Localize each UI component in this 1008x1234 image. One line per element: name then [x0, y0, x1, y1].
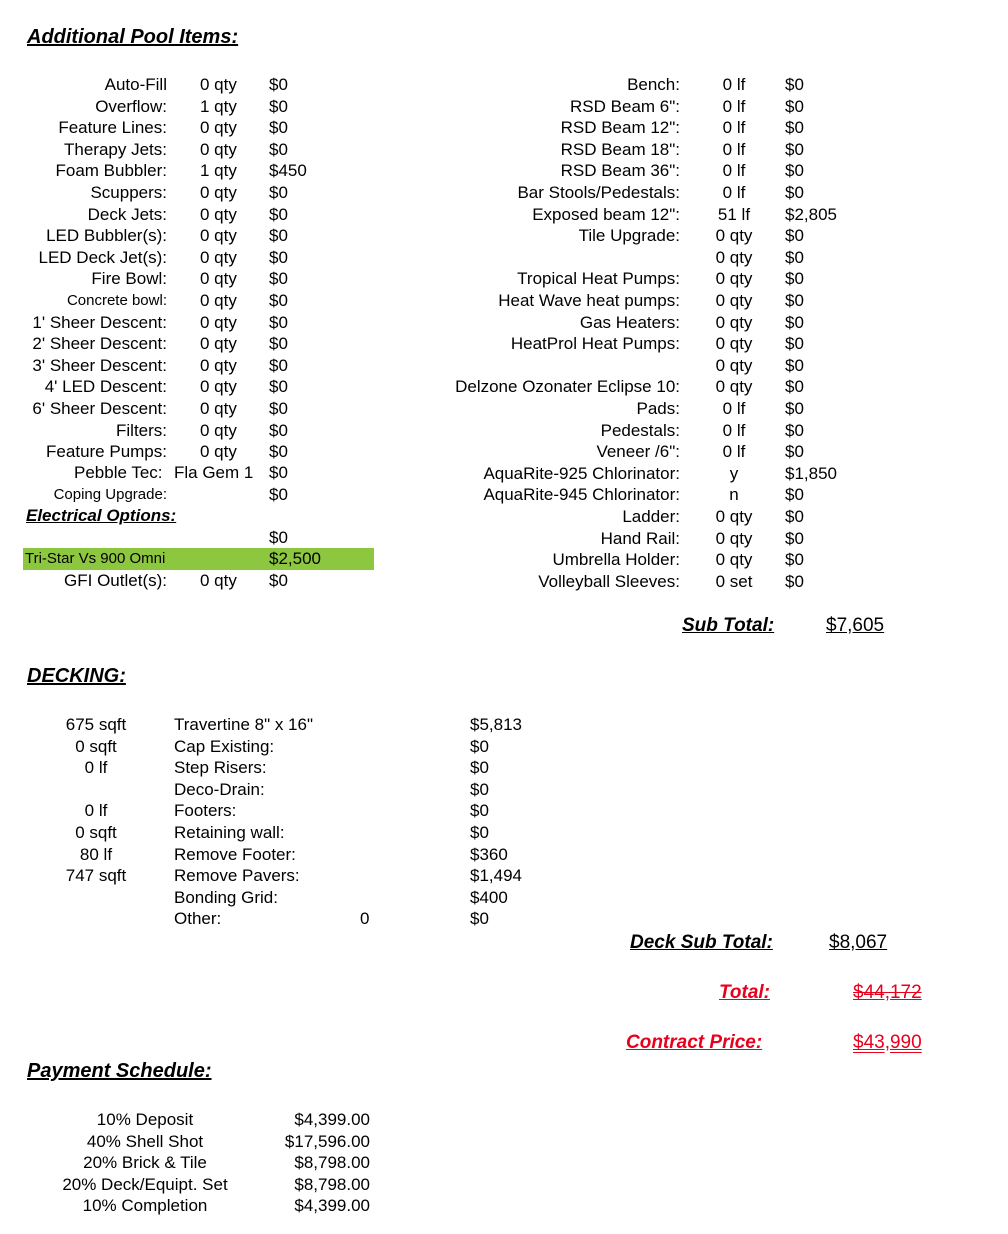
gfi-outlet-qty: 0 qty [200, 571, 237, 590]
left-item-row [0, 290, 380, 311]
left-item-label: Therapy Jets: [64, 139, 167, 159]
left-item-price: $0 [269, 96, 288, 116]
left-item-label: Auto-Fill [104, 75, 167, 94]
pebble-tec-label: Pebble Tec: [74, 463, 163, 482]
right-item-qty: 51 lf [717, 204, 751, 224]
left-item-qty: 0 qty [200, 204, 237, 224]
payment-row [0, 1131, 420, 1152]
left-item-price: $0 [269, 247, 288, 267]
left-item-row [0, 398, 380, 419]
right-item-label: Heat Wave heat pumps: [498, 291, 680, 310]
left-item-price: $0 [269, 226, 288, 246]
left-item-price: $0 [269, 204, 288, 224]
left-item-label: Feature Lines: [58, 118, 167, 138]
payment-label: 40% Shell Shot [86, 1131, 204, 1151]
electrical-blank-price: $0 [269, 528, 288, 547]
left-item-price: $0 [269, 118, 288, 138]
payment-amount: $8,798.00 [294, 1174, 370, 1194]
decking-row [0, 887, 560, 908]
left-item-label: LED Bubbler(s): [46, 226, 167, 246]
right-item-price: $0 [785, 139, 804, 159]
tristar-label: Tri-Star Vs 900 Omni [25, 550, 166, 567]
right-item-label: RSD Beam 12": [560, 118, 680, 138]
right-item-label: AquaRite-945 Chlorinator: [483, 485, 680, 505]
section-title-decking: DECKING: [27, 665, 126, 687]
right-item-qty: 0 lf [722, 442, 746, 462]
decking-row [0, 800, 560, 821]
right-item-price: $0 [785, 507, 804, 526]
decking-qty: 0 sqft [75, 736, 117, 756]
deck-subtotal-value: $8,067 [829, 932, 888, 953]
right-item-price: $0 [785, 399, 804, 418]
right-item-row [400, 398, 900, 419]
pebble-tec-row [0, 462, 380, 483]
decking-label: Remove Footer: [174, 844, 296, 864]
right-item-label: RSD Beam 36": [560, 161, 680, 181]
right-item-price: $1,850 [785, 463, 837, 483]
decking-price: $400 [470, 887, 508, 907]
right-item-label: Tile Upgrade: [578, 226, 680, 246]
right-item-qty: y [729, 463, 739, 483]
right-item-label: RSD Beam 6": [570, 96, 680, 116]
total-value: $44,172 [853, 982, 922, 1003]
payment-amount: $17,596.00 [284, 1131, 370, 1151]
right-item-qty: n [729, 485, 739, 505]
contract-price-value: $43,990 [853, 1032, 922, 1053]
decking-row [0, 714, 560, 735]
decking-qty: 0 lf [84, 801, 108, 821]
gfi-outlet-price: $0 [269, 571, 288, 590]
decking-qty: 0 sqft [75, 823, 117, 842]
left-item-label: Fire Bowl: [91, 269, 167, 289]
left-item-qty: 0 qty [200, 312, 237, 332]
total-label: Total: [719, 982, 771, 1003]
right-item-qty: 0 qty [715, 528, 753, 548]
decking-qty: 80 lf [79, 844, 113, 864]
payment-label: 10% Completion [82, 1196, 208, 1216]
pebble-tec-value: Fla Gem 1 [174, 463, 254, 482]
left-item-price: $0 [269, 399, 288, 418]
left-item-row [0, 182, 380, 203]
right-item-row [400, 204, 900, 225]
left-item-row [0, 268, 380, 289]
left-item-qty: 0 qty [200, 420, 237, 440]
right-item-price: $0 [785, 291, 804, 310]
right-item-price: $0 [785, 96, 804, 116]
payment-row [0, 1152, 420, 1173]
right-item-row [400, 463, 900, 484]
left-item-qty: 0 qty [200, 269, 237, 289]
gfi-outlet-row [0, 570, 380, 591]
left-item-label: Concrete bowl: [66, 292, 167, 309]
right-item-price: $0 [785, 161, 804, 181]
left-item-label: 4' LED Descent: [44, 377, 167, 397]
right-item-qty: 0 qty [715, 291, 753, 310]
left-item-row [0, 204, 380, 225]
left-item-price: $0 [269, 312, 288, 332]
right-item-row [400, 225, 900, 246]
left-item-row [0, 247, 380, 268]
decking-row [0, 844, 560, 865]
left-item-price: $0 [269, 139, 288, 159]
right-item-price: $0 [785, 550, 804, 570]
left-item-label: 3' Sheer Descent: [32, 355, 167, 375]
right-item-label: Veneer /6": [596, 442, 680, 462]
right-item-qty: 0 lf [722, 118, 746, 138]
tristar-price: $2,500 [269, 549, 321, 568]
decking-price: $0 [470, 801, 489, 821]
right-item-row [400, 528, 900, 549]
right-item-label: Umbrella Holder: [552, 550, 680, 570]
right-item-price: $0 [785, 355, 804, 375]
right-item-price: $0 [785, 528, 804, 548]
decking-label: Other: [174, 909, 222, 929]
left-item-row [0, 117, 380, 138]
left-item-price: $0 [269, 334, 288, 354]
right-item-price: $2,805 [785, 204, 837, 224]
decking-price: $0 [470, 736, 489, 756]
decking-price: $1,494 [470, 866, 522, 886]
left-item-qty: 0 qty [200, 334, 237, 354]
deck-subtotal-label: Deck Sub Total: [630, 932, 773, 953]
payment-row [0, 1195, 420, 1216]
left-item-label: Feature Pumps: [46, 442, 167, 462]
left-item-price: $0 [269, 269, 288, 289]
payment-label: 20% Deck/Equipt. Set [62, 1174, 228, 1194]
right-item-row [400, 290, 900, 311]
left-item-row [0, 225, 380, 246]
right-item-row [400, 420, 900, 441]
right-item-price: $0 [785, 485, 804, 505]
coping-upgrade-price: $0 [269, 485, 288, 504]
left-item-label: Overflow: [95, 96, 167, 116]
right-item-qty: 0 qty [715, 334, 753, 354]
left-item-qty: 0 qty [200, 118, 237, 138]
decking-price: $0 [470, 823, 489, 842]
left-item-qty: 0 qty [200, 226, 237, 246]
right-item-label: Bar Stools/Pedestals: [517, 183, 680, 202]
right-item-qty: 0 lf [722, 161, 746, 181]
decking-price: $0 [470, 909, 489, 929]
right-item-label: RSD Beam 18": [560, 139, 680, 159]
right-item-label: Pedestals: [600, 420, 680, 440]
right-item-qty: 0 qty [715, 355, 753, 375]
right-item-row [400, 74, 900, 95]
right-item-row [400, 268, 900, 289]
left-item-row [0, 420, 380, 441]
right-item-qty: 0 qty [715, 269, 753, 289]
section-title-pool-items: Additional Pool Items: [27, 26, 239, 48]
right-item-price: $0 [785, 247, 804, 267]
decking-label: Deco-Drain: [174, 779, 265, 799]
left-item-row [0, 96, 380, 117]
decking-row [0, 908, 560, 929]
right-item-row [400, 96, 900, 117]
left-item-row [0, 312, 380, 333]
left-item-price: $0 [269, 183, 288, 202]
right-item-label: Ladder: [622, 507, 680, 526]
payment-row [0, 1109, 420, 1130]
right-item-label: Volleyball Sleeves: [538, 571, 680, 591]
right-item-price: $0 [785, 269, 804, 289]
left-item-row [0, 139, 380, 160]
left-item-row [0, 74, 380, 95]
left-item-price: $0 [269, 442, 288, 462]
right-item-qty: 0 qty [715, 312, 753, 332]
decking-qty: 747 sqft [65, 866, 127, 886]
right-item-price: $0 [785, 571, 804, 591]
payment-label: 10% Deposit [96, 1110, 194, 1129]
right-item-price: $0 [785, 312, 804, 332]
left-item-label: LED Deck Jet(s): [38, 247, 167, 267]
decking-label: Remove Pavers: [174, 866, 300, 886]
decking-extra: 0 [360, 909, 370, 929]
right-item-qty: 0 lf [722, 399, 746, 418]
left-item-label: 2' Sheer Descent: [32, 334, 167, 354]
coping-upgrade-label: Coping Upgrade: [53, 486, 167, 503]
right-item-label: HeatProl Heat Pumps: [510, 334, 680, 354]
right-item-row [400, 333, 900, 354]
section-title-payment: Payment Schedule: [27, 1060, 212, 1082]
left-item-qty: 0 qty [200, 377, 237, 397]
right-item-label: Exposed beam 12": [532, 204, 680, 224]
decking-label: Retaining wall: [174, 823, 285, 842]
left-item-label: Deck Jets: [87, 204, 167, 224]
left-item-price: $0 [269, 377, 288, 397]
right-item-row [400, 506, 900, 527]
left-item-qty: 0 qty [200, 139, 237, 159]
right-item-qty: 0 lf [722, 183, 746, 202]
right-item-label: Hand Rail: [600, 528, 680, 548]
decking-row [0, 822, 560, 843]
right-item-row [400, 160, 900, 181]
right-item-label: Tropical Heat Pumps: [517, 269, 680, 289]
left-item-label: 1' Sheer Descent: [32, 312, 167, 332]
section-title-electrical: Electrical Options: [26, 506, 177, 525]
right-item-qty: 0 qty [715, 507, 753, 526]
left-item-row [0, 441, 380, 462]
right-item-qty: 0 qty [715, 247, 753, 267]
decking-price: $0 [470, 758, 489, 778]
right-item-price: $0 [785, 75, 804, 94]
left-item-qty: 0 qty [200, 442, 237, 462]
payment-row [0, 1174, 420, 1195]
right-item-qty: 0 qty [715, 226, 753, 246]
right-item-label: Bench: [627, 75, 680, 94]
right-item-qty: 0 qty [715, 377, 753, 397]
left-item-price: $0 [269, 420, 288, 440]
right-item-qty: 0 lf [722, 96, 746, 116]
left-item-label: 6' Sheer Descent: [32, 399, 167, 418]
right-item-row [400, 139, 900, 160]
left-item-qty: 0 qty [200, 355, 237, 375]
right-item-qty: 0 lf [722, 75, 746, 94]
decking-label: Bonding Grid: [174, 887, 278, 907]
payment-amount: $8,798.00 [294, 1153, 370, 1173]
left-item-label: Scuppers: [90, 183, 167, 202]
right-item-qty: 0 qty [715, 550, 753, 570]
decking-row [0, 736, 560, 757]
decking-label: Travertine 8" x 16" [174, 715, 313, 734]
decking-price: $5,813 [470, 715, 522, 734]
left-item-price: $0 [269, 75, 288, 94]
right-item-price: $0 [785, 183, 804, 202]
left-item-row [0, 376, 380, 397]
left-item-qty: 0 qty [200, 291, 237, 310]
right-item-row [400, 117, 900, 138]
decking-row [0, 865, 560, 886]
decking-qty: 0 lf [84, 758, 108, 778]
right-item-row [400, 484, 900, 505]
right-item-row [400, 571, 900, 592]
right-item-label: Delzone Ozonater Eclipse 10: [455, 377, 680, 397]
right-item-row [400, 549, 900, 570]
left-item-qty: 0 qty [200, 183, 237, 202]
decking-row [0, 757, 560, 778]
decking-price: $360 [470, 844, 508, 864]
right-item-row [400, 247, 900, 268]
tristar-row [0, 548, 380, 569]
gfi-outlet-label: GFI Outlet(s): [64, 571, 167, 590]
right-item-price: $0 [785, 420, 804, 440]
left-item-qty: 0 qty [200, 75, 237, 94]
payment-amount: $4,399.00 [294, 1110, 370, 1129]
left-item-price: $0 [269, 355, 288, 375]
right-item-label: Gas Heaters: [579, 312, 680, 332]
right-item-row [400, 312, 900, 333]
decking-label: Step Risers: [174, 758, 267, 778]
payment-label: 20% Brick & Tile [83, 1153, 207, 1173]
subtotal-value: $7,605 [826, 615, 885, 636]
right-item-row [400, 376, 900, 397]
subtotal-label: Sub Total: [682, 615, 775, 636]
decking-qty: 675 sqft [65, 715, 127, 734]
left-item-qty: 1 qty [200, 96, 237, 116]
right-item-price: $0 [785, 118, 804, 138]
decking-label: Cap Existing: [174, 736, 275, 756]
left-item-row [0, 333, 380, 354]
right-item-price: $0 [785, 226, 804, 246]
left-item-qty: 1 qty [200, 161, 237, 181]
right-item-qty: 0 lf [722, 420, 746, 440]
contract-price-label: Contract Price: [626, 1032, 763, 1053]
decking-price: $0 [470, 779, 489, 799]
right-item-qty: 0 set [715, 571, 753, 591]
decking-label: Footers: [174, 801, 237, 821]
right-item-price: $0 [785, 334, 804, 354]
right-item-qty: 0 lf [722, 139, 746, 159]
left-item-label: Filters: [116, 420, 167, 440]
left-item-qty: 0 qty [200, 247, 237, 267]
right-item-row [400, 355, 900, 376]
right-item-label: AquaRite-925 Chlorinator: [483, 463, 680, 483]
right-item-label: Pads: [636, 399, 680, 418]
left-item-qty: 0 qty [200, 399, 237, 418]
left-item-label: Foam Bubbler: [55, 161, 167, 181]
pebble-tec-price: $0 [269, 463, 288, 482]
left-item-row [0, 160, 380, 181]
left-item-price: $450 [269, 161, 307, 181]
right-item-row [400, 182, 900, 203]
left-item-price: $0 [269, 291, 288, 310]
decking-row [0, 779, 560, 800]
payment-amount: $4,399.00 [294, 1196, 370, 1216]
right-item-price: $0 [785, 377, 804, 397]
right-item-price: $0 [785, 442, 804, 462]
coping-upgrade-row [0, 484, 380, 505]
left-item-row [0, 355, 380, 376]
right-item-row [400, 441, 900, 462]
